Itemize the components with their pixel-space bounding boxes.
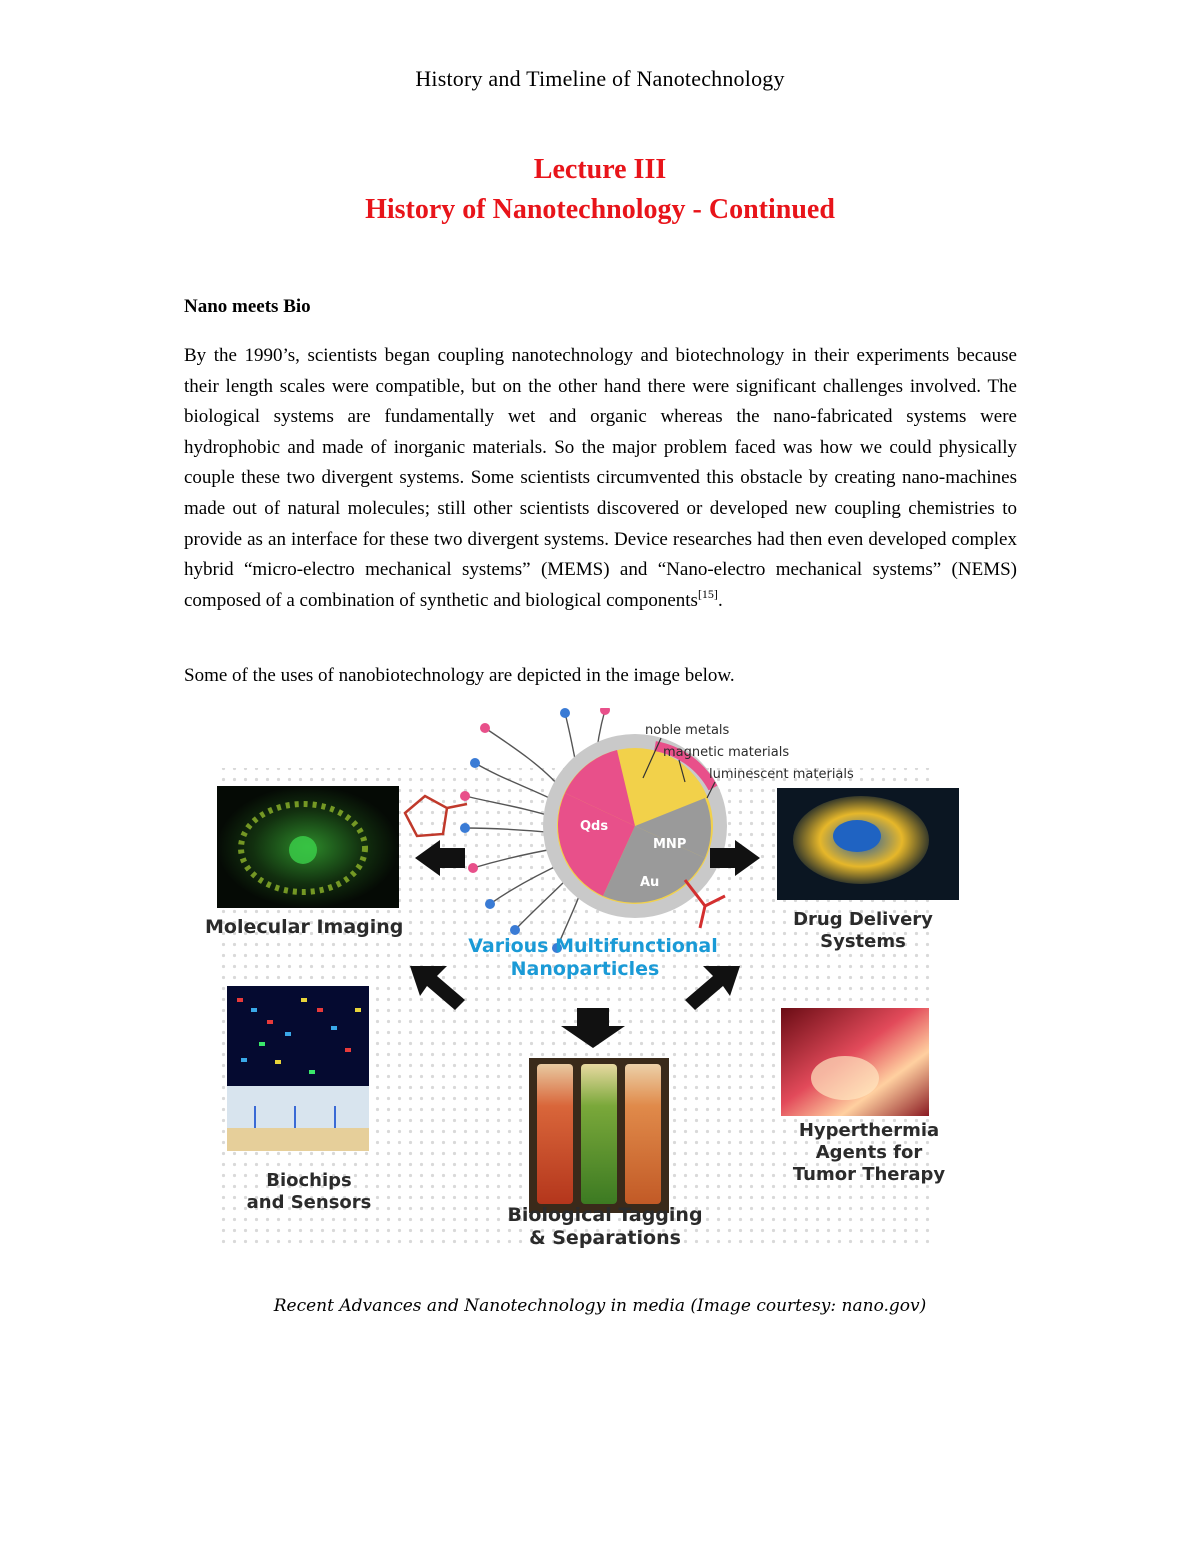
core-label-mnp: MNP [653, 837, 687, 852]
label-tagging-line1: Biological Tagging [507, 1204, 703, 1226]
label-biochips-line1: Biochips [266, 1170, 352, 1191]
paragraph-text: By the 1990’s, scientists began coupling nanotechnology and biotechnology in their experiments because their length scales were compatible, but on the other hand there were significant challenges involved. The biological systems are fundamentally wet and organic whereas the nano-fabricated systems were hydrophobic and made of inorganic materials. So the major problem faced was how we could physically couple these two divergent systems. Some scientists circumvented this obstacle by creating nano-machines made out of natural molecules; still other scientists discovered or developed new coupling chemistries to provide as an interface for these two divergent systems. Device researches had then even developed complex hybrid “micro-electro mechanical systems” (MEMS) and “Nano-electro mechanical systems” (NEMS) composed of a combination of synthetic and biological components [184, 345, 1017, 611]
label-drug-delivery-line1: Drug Delivery [793, 909, 933, 930]
label-tagging-line2: & Separations [529, 1227, 681, 1249]
core-label-au: Au [640, 875, 660, 890]
lecture-number: Lecture III [533, 154, 667, 185]
lecture-subtitle: History of Nanotechnology - Continued [365, 194, 835, 225]
lecture-title [0, 150, 1200, 230]
nanobiotech-figure [185, 708, 965, 1258]
running-header: History and Timeline of Nanotechnology [415, 66, 785, 91]
paragraph-end: . [717, 589, 723, 611]
molecular-imaging-image [217, 786, 399, 908]
body-paragraph [184, 341, 1017, 616]
figure-intro-line: Some of the uses of nanobiotechnology are depicted in the image below. [184, 665, 735, 686]
label-magnetic-materials: magnetic materials [663, 745, 790, 760]
biochips-image [227, 986, 369, 1151]
label-molecular-imaging: Molecular Imaging [205, 916, 404, 938]
biological-tagging-image [529, 1058, 669, 1213]
drug-delivery-image [777, 788, 959, 900]
label-drug-delivery-line2: Systems [820, 931, 906, 952]
figure-caption: Recent Advances and Nanotechnology in media (Image courtesy: nano.gov) [273, 1296, 927, 1316]
hyperthermia-image [781, 1008, 929, 1116]
core-label-qds: Qds [580, 819, 609, 834]
label-luminescent-materials: luminescent materials [709, 767, 854, 782]
section-heading: Nano meets Bio [184, 296, 311, 317]
label-noble-metals: noble metals [645, 723, 730, 738]
center-label-line2: Nanoparticles [510, 958, 660, 980]
citation-marker: [15] [697, 586, 718, 601]
label-hyperthermia-line3: Tumor Therapy [792, 1164, 946, 1185]
label-hyperthermia-line1: Hyperthermia [798, 1120, 940, 1141]
center-label-line1: Various Multifunctional [468, 935, 718, 957]
label-biochips-line2: and Sensors [246, 1192, 372, 1213]
label-hyperthermia-line2: Agents for [815, 1142, 923, 1163]
